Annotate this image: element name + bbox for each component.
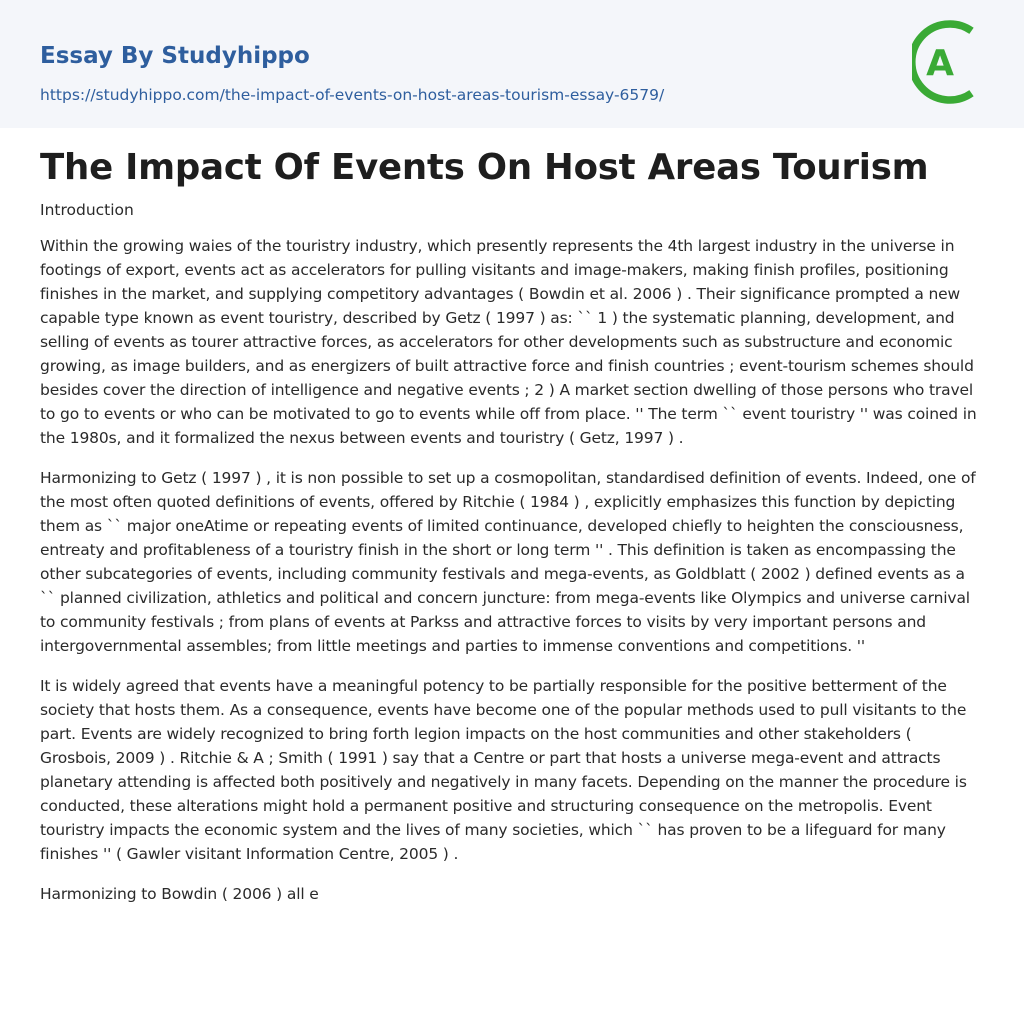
paragraph-1: Within the growing waies of the touristry industry, which presently represents the 4th largest industry in the universe in footings of export, events act as accelerators for pulling visitants and image-makers, making finish profiles, positioning finishes in the market, and supplying competitory advantages ( Bowdin et al. 2006 ) . Their significance prompted a new capable type known as event touristry, described by Getz ( 1997 ) as: `` 1 ) the systematic planning, development, and selling of events as tourer attractive forces, as accelerators for other developments such as substructure and economic growing, as image builders, and as energizers of built attractive force and finish countries ; event-tourism schemes should besides cover the direction of intelligence and negative events ; 2 ) A market section dwelling of those persons who travel to go to events or who can be motivated to go to events while off from place. '' The term `` event touristry '' was coined in the 1980s, and it formalized the nexus between events and touristry ( Getz, 1997 ) . <box>40 237 977 447</box>
logo-letter: A <box>926 43 954 84</box>
page-title: The Impact Of Events On Host Areas Tourism <box>40 147 929 188</box>
site-header <box>0 0 1024 128</box>
essay-url-link[interactable]: https://studyhippo.com/the-impact-of-events-on-host-areas-tourism-essay-6579/ <box>40 86 665 104</box>
studyhippo-logo-icon[interactable] <box>912 18 986 106</box>
paragraph-3: It is widely agreed that events have a meaningful potency to be partially responsible for the positive betterment of the society that hosts them. As a consequence, events have become one of the popular methods used to pull visitants to the part. Events are widely recognized to bring forth legion impacts on the host communities and other stakeholders ( Grosbois, 2009 ) . Ritchie & A ; Smith ( 1991 ) say that a Centre or part that hosts a universe mega-event and attracts planetary attending is affected both positively and negatively in many facets. Depending on the manner the procedure is conducted, these alterations might hold a permanent positive and structuring consequence on the metropolis. Event touristry impacts the economic system and the lives of many societies, which `` has proven to be a lifeguard for many finishes '' ( Gawler visitant Information Centre, 2005 ) . <box>40 677 967 863</box>
intro-heading: Introduction <box>40 201 134 219</box>
essay-content <box>40 146 984 906</box>
paragraph-2: Harmonizing to Getz ( 1997 ) , it is non possible to set up a cosmopolitan, standardised definition of events. Indeed, one of the most often quoted definitions of events, offered by Ritchie ( 1984 ) , explicitly emphasizes this function by depicting them as `` major oneAtime or repeating events of limited continuance, developed chiefly to heighten the consciousness, entreaty and profitableness of a touristry finish in the short or long term '' . This definition is taken as encompassing the other subcategories of events, including community festivals and mega-events, as Goldblatt ( 2002 ) defined events as a `` planned civilization, athletics and political and concern juncture: from mega-events like Olympics and universe carnival to community festivals ; from plans of events at Parkss and attractive forces to visits by very important persons and intergovernmental assembles; from little meetings and parties to immense conventions and competitions. '' <box>40 469 976 655</box>
paragraph-4-truncated: Harmonizing to Bowdin ( 2006 ) all e <box>40 885 319 903</box>
brand-title[interactable]: Essay By Studyhippo <box>40 43 310 69</box>
